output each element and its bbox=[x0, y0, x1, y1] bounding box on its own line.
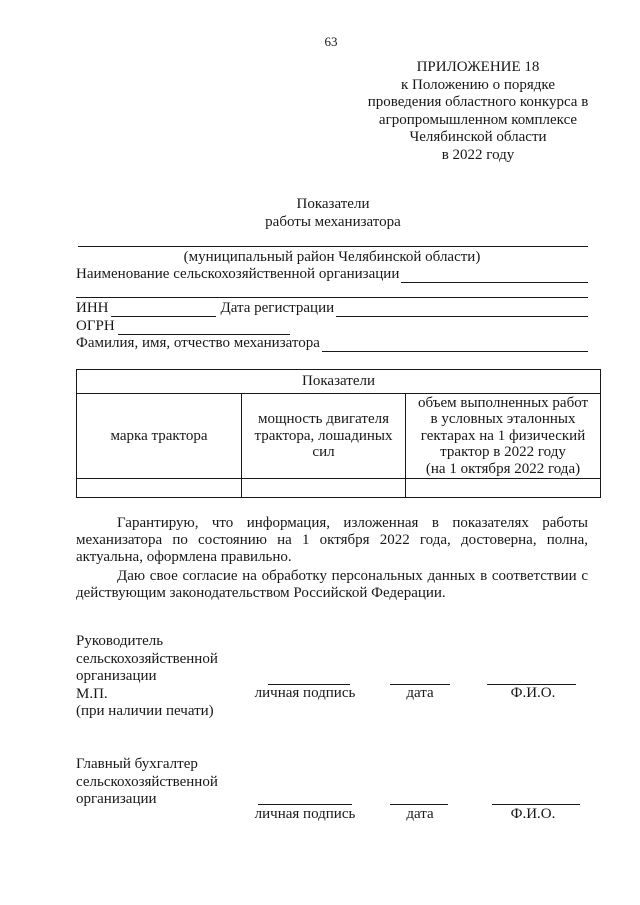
mechanic-name-row bbox=[76, 335, 588, 353]
mechanic-name-blank bbox=[322, 335, 588, 352]
signature-blank bbox=[258, 804, 352, 805]
table-cell bbox=[406, 479, 601, 498]
ogrn-row bbox=[76, 318, 376, 336]
org-name-label: Наименование сельскохозяйственной организации bbox=[76, 266, 400, 282]
org-name-row bbox=[76, 266, 588, 284]
district-caption: (муниципальный район Челябинской области) bbox=[183, 249, 481, 265]
date-label: дата bbox=[406, 685, 434, 701]
signatory-role-line: организации bbox=[76, 668, 157, 685]
column-label-line: марка трактора bbox=[110, 427, 208, 444]
guarantee-statement-line: Гарантирую, что информация, изложенная в показателях работы bbox=[117, 515, 588, 531]
inn-label: ИНН bbox=[76, 300, 109, 316]
registration-date-blank bbox=[336, 300, 588, 317]
column-label-line: (на 1 октября 2022 года) bbox=[425, 460, 581, 477]
document-heading bbox=[213, 196, 453, 231]
org-name-continuation-line bbox=[76, 297, 588, 298]
signature-label: личная подпись bbox=[254, 685, 356, 701]
appendix-line: к Положению о порядке bbox=[401, 76, 555, 93]
table-header-row bbox=[77, 370, 601, 394]
name-label: Ф.И.О. bbox=[510, 806, 556, 822]
column-label-line: гектарах на 1 физический bbox=[420, 427, 586, 444]
indicators-table bbox=[76, 369, 601, 498]
signatory-role-line: сельскохозяйственной bbox=[76, 650, 218, 667]
column-label-line: трактор в 2022 году bbox=[440, 444, 566, 461]
district-field-line bbox=[78, 246, 588, 247]
column-label-line: сил bbox=[312, 444, 335, 461]
page-number: 63 bbox=[324, 34, 338, 49]
table-header: Показатели bbox=[77, 370, 601, 394]
column-label-line: мощность двигателя bbox=[257, 411, 389, 428]
head-signature-block bbox=[76, 633, 246, 721]
inn-row bbox=[76, 300, 588, 318]
appendix-line: в 2022 году bbox=[441, 146, 515, 163]
signatory-role-line: Главный бухгалтер bbox=[76, 756, 198, 772]
mechanic-name-label: Фамилия, имя, отчество механизатора bbox=[76, 335, 320, 351]
stamp-note: (при наличии печати) bbox=[76, 703, 214, 720]
heading-subtitle: работы механизатора bbox=[265, 213, 401, 230]
signature-label: личная подпись bbox=[254, 806, 356, 822]
consent-statement-line: Даю свое согласие на обработку персональных данных в соответствии с bbox=[117, 568, 588, 584]
signatory-role-line: организации bbox=[76, 791, 157, 808]
name-label: Ф.И.О. bbox=[510, 685, 556, 701]
date-label: дата bbox=[406, 806, 434, 822]
table-cell bbox=[242, 479, 406, 498]
appendix-line: агропромышленном комплексе bbox=[378, 111, 578, 128]
inn-blank bbox=[111, 300, 216, 317]
column-engine-power bbox=[242, 394, 406, 479]
accountant-signature-block bbox=[76, 756, 246, 809]
consent-statement-line: действующим законодательством Российской Федерации. bbox=[76, 585, 446, 601]
column-label-line: в условных эталонных bbox=[430, 411, 576, 428]
table-columns-row bbox=[77, 394, 601, 479]
ogrn-blank bbox=[118, 318, 290, 335]
column-work-volume bbox=[406, 394, 601, 479]
registration-date-label: Дата регистрации bbox=[220, 300, 335, 316]
column-tractor-brand bbox=[77, 394, 242, 479]
appendix-title: ПРИЛОЖЕНИЕ 18 bbox=[416, 59, 540, 75]
appendix-block bbox=[360, 59, 596, 165]
ogrn-label: ОГРН bbox=[76, 318, 115, 334]
guarantee-statement-line: механизатора по состоянию на 1 октября 2022 года, достоверна, полна, bbox=[76, 532, 588, 548]
table-cell bbox=[77, 479, 242, 498]
appendix-line: Челябинской области bbox=[409, 129, 547, 146]
column-label-line: объем выполненных работ bbox=[417, 394, 589, 411]
signatory-role-line: Руководитель bbox=[76, 633, 164, 649]
appendix-line: проведения областного конкурса в bbox=[367, 94, 589, 111]
column-label-line: трактора, лошадиных bbox=[254, 427, 393, 444]
signatory-role-line: сельскохозяйственной bbox=[76, 773, 218, 790]
name-blank bbox=[492, 804, 580, 805]
org-name-blank bbox=[401, 266, 588, 283]
date-blank bbox=[390, 804, 448, 805]
stamp-mark: М.П. bbox=[76, 685, 108, 702]
table-row bbox=[77, 479, 601, 498]
guarantee-statement-line: актуальна, оформлена правильно. bbox=[76, 549, 292, 565]
heading-title: Показатели bbox=[296, 196, 370, 212]
